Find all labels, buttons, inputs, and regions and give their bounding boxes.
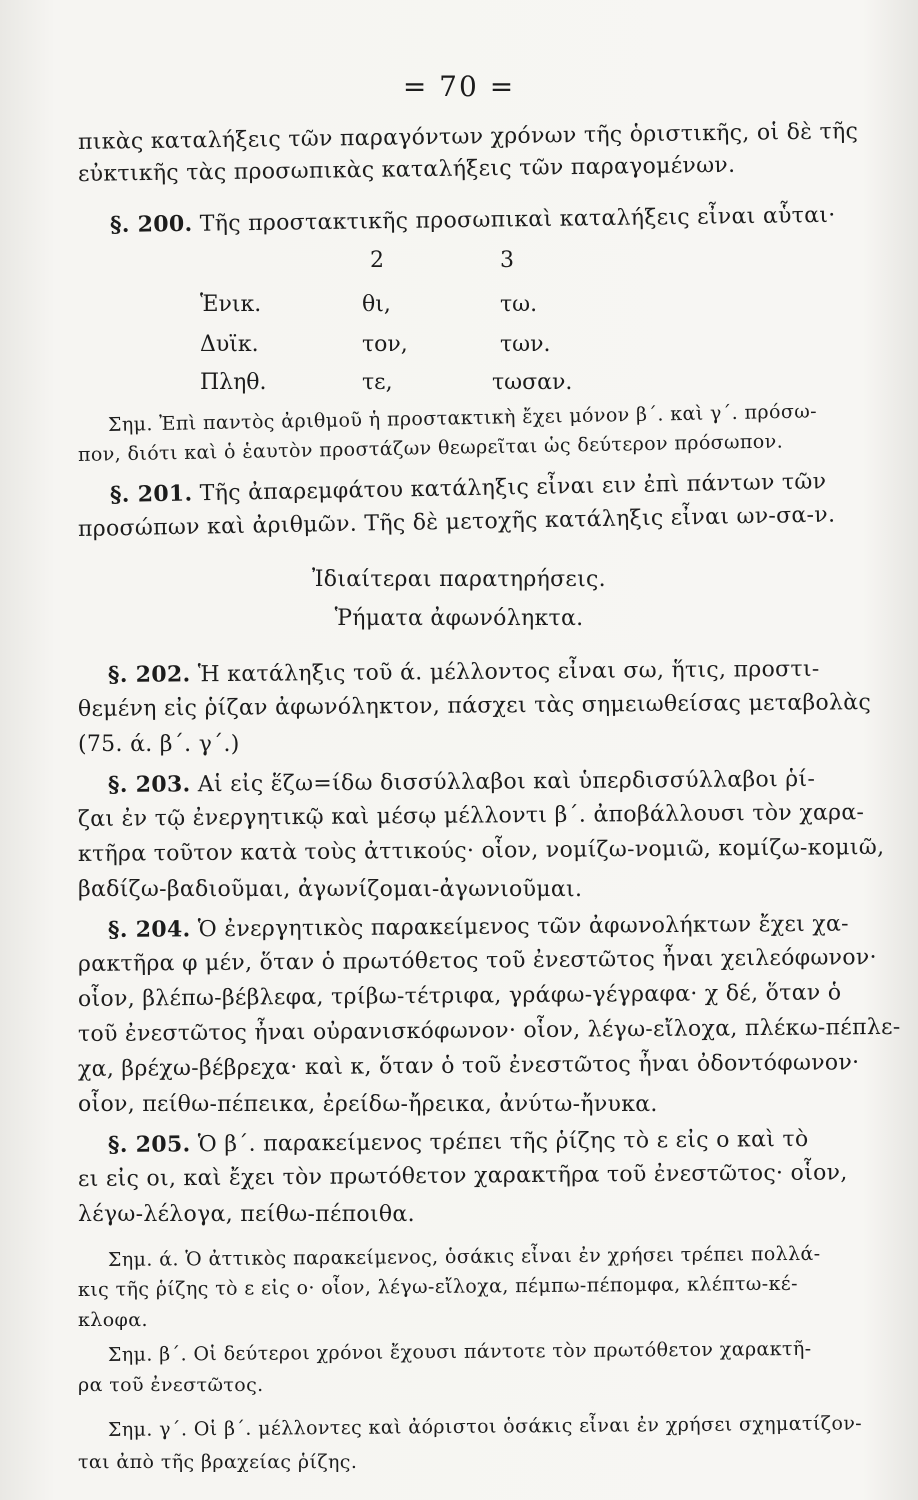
- table-row-label: Πληθ.: [200, 370, 267, 395]
- note-line: Σημ. β΄. Οἱ δεύτεροι χρόνοι ἔχουσι πάντοτε τὸν πρωτόθετον χαρακτῆ-: [107, 1337, 812, 1366]
- page-number: = 70 =: [402, 70, 516, 103]
- note-line: κλοφα.: [78, 1309, 148, 1331]
- section-203: [108, 763, 868, 801]
- note-line: πον, διότι καὶ ὁ ἑαυτὸν προστάζων θεωρεῖται ὡς δεύτερον πρόσωπον.: [77, 430, 784, 466]
- section-text: Ὁ β΄. παρακείμενος τρέπει τῆς ῥίζης τὸ ε εἰς ο καὶ τὸ: [197, 1126, 809, 1158]
- section-200: [110, 199, 870, 241]
- text-line: θεμένη εἰς ῥίζαν ἀφωνόληκτον, πάσχει τὰς σημειωθείσας μεταβολὰς: [77, 690, 872, 722]
- section-text: Τῆς προστακτικῆς προσωπικαὶ καταλήξεις εἶναι αὗται·: [199, 202, 836, 237]
- text-line: ρακτῆρα φ μέν, ὅταν ὁ πρωτόθετος τοῦ ἐνεστῶτος ἦναι χειλεόφωνον·: [77, 945, 877, 977]
- text-line: κτῆρα τοῦτον κατὰ τοὺς ἀττικούς· οἷον, νομίζω-νομιῶ, κομίζω-κομιῶ,: [77, 834, 885, 867]
- table-row-label: Δυϊκ.: [200, 332, 259, 357]
- text-line: ζαι ἐν τῷ ἐνεργητικῷ καὶ μέσῳ μέλλοντι β΄. ἀποβάλλουσι τὸν χαρα-: [77, 800, 865, 832]
- heading-verbs: Ῥήματα ἀφωνόληκτα.: [334, 606, 584, 631]
- section-number: §. 205.: [107, 1131, 191, 1158]
- text-line: οἷον, βλέπω-βέβλεφα, τρίβω-τέτριφα, γράφω-γέγραφα· χ δέ, ὅταν ὁ: [77, 980, 842, 1012]
- table-cell: τον,: [362, 332, 408, 357]
- table-header-3: 3: [500, 248, 514, 273]
- text-line: πικὰς καταλήξεις τῶν παραγόντων χρόνων τῆς ὁριστικῆς, οἱ δὲ τῆς: [77, 119, 859, 155]
- section-number: §. 203.: [107, 771, 191, 798]
- note-line: Σημ. γ΄. Οἱ β΄. μέλλοντες καὶ ἀόριστοι ὁσάκις εἶναι ἐν χρήσει σχηματίζον-: [107, 1412, 863, 1441]
- text-line: (75. ά. β΄. γ΄.): [78, 732, 240, 757]
- text-line: χα, βρέχω-βέβρεχα· καὶ κ, ὅταν ὁ τοῦ ἐνεστῶτος ἦναι ὀδοντόφωνον·: [77, 1050, 860, 1082]
- section-number: §. 201.: [109, 480, 193, 508]
- text-line: εὐκτικῆς τὰς προσωπικὰς καταλήξεις τῶν παραγομένων.: [77, 152, 736, 187]
- section-number: §. 200.: [109, 210, 193, 238]
- text-line: λέγω-λέλογα, πείθω-πέποιθα.: [78, 1202, 415, 1227]
- table-cell: θι,: [362, 292, 391, 317]
- text-line: ει εἰς οι, καὶ ἔχει τὸν πρωτόθετον χαρακτῆρα τοῦ ἐνεστῶτος· οἷον,: [77, 1160, 848, 1192]
- section-text: Ὁ ἐνεργητικὸς παρακείμενος τῶν ἀφωνολήκτων ἔχει χα-: [197, 911, 849, 943]
- text-line: βαδίζω-βαδιοῦμαι, ἀγωνίζομαι-ἀγωνιοῦμαι.: [78, 877, 583, 902]
- note-line: κις τῆς ῥίζης τὸ ε εἰς ο· οἷον, λέγω-εἴλοχα, πέμπω-πέπομφα, κλέπτω-κέ-: [77, 1272, 799, 1301]
- text-line: οἷον, πείθω-πέπεικα, ἐρείδω-ἤρεικα, ἀνύτω-ἤνυκα.: [78, 1092, 658, 1117]
- table-cell: των.: [500, 332, 551, 357]
- table-cell: τε,: [362, 370, 393, 395]
- table-cell: τωσαν.: [492, 370, 573, 395]
- section-number: §. 204.: [107, 916, 191, 943]
- note-line: ται ἀπὸ τῆς βραχείας ῥίζης.: [78, 1451, 358, 1473]
- section-204: [108, 908, 868, 946]
- section-text: Ἡ κατάληξις τοῦ ά. μέλλοντος εἶναι σω, ἥτις, προστι-: [197, 656, 820, 688]
- section-202: [108, 653, 868, 691]
- section-number: §. 202.: [107, 661, 191, 688]
- note-line: ρα τοῦ ἐνεστῶτος.: [78, 1374, 264, 1396]
- text-line: τοῦ ἐνεστῶτος ἦναι οὐρανισκόφωνον· οἷον, λέγω-εἴλοχα, πλέκω-πέπλε-: [77, 1014, 901, 1047]
- table-header-2: 2: [370, 248, 384, 273]
- note-line: Σημ. ά. Ὁ ἀττικὸς παρακείμενος, ὁσάκις εἶναι ἐν χρήσει τρέπει πολλά-: [107, 1242, 821, 1271]
- note-line: Σημ. Ἐπὶ παντὸς ἀριθμοῦ ἡ προστακτικὴ ἔχει μόνον β΄. καὶ γ΄. πρόσω-: [107, 400, 818, 436]
- section-text: Αἱ εἰς ἕζω=ίδω δισσύλλαβοι καὶ ὑπερδισσύλλαβοι ῥί-: [197, 766, 816, 798]
- section-text: Τῆς ἀπαρεμφάτου κατάληξις εἶναι ειν ἐπὶ πάντων τῶν: [199, 469, 827, 507]
- text-line: προσώπων καὶ ἀριθμῶν. Τῆς δὲ μετοχῆς κατάληξις εἶναι ων-σα-ν.: [77, 502, 836, 542]
- heading-observations: Ἰδιαίτεραι παρατηρήσεις.: [312, 567, 606, 592]
- section-205: [108, 1123, 868, 1161]
- table-row-label: Ἑνικ.: [200, 292, 262, 317]
- table-cell: τω.: [500, 292, 538, 317]
